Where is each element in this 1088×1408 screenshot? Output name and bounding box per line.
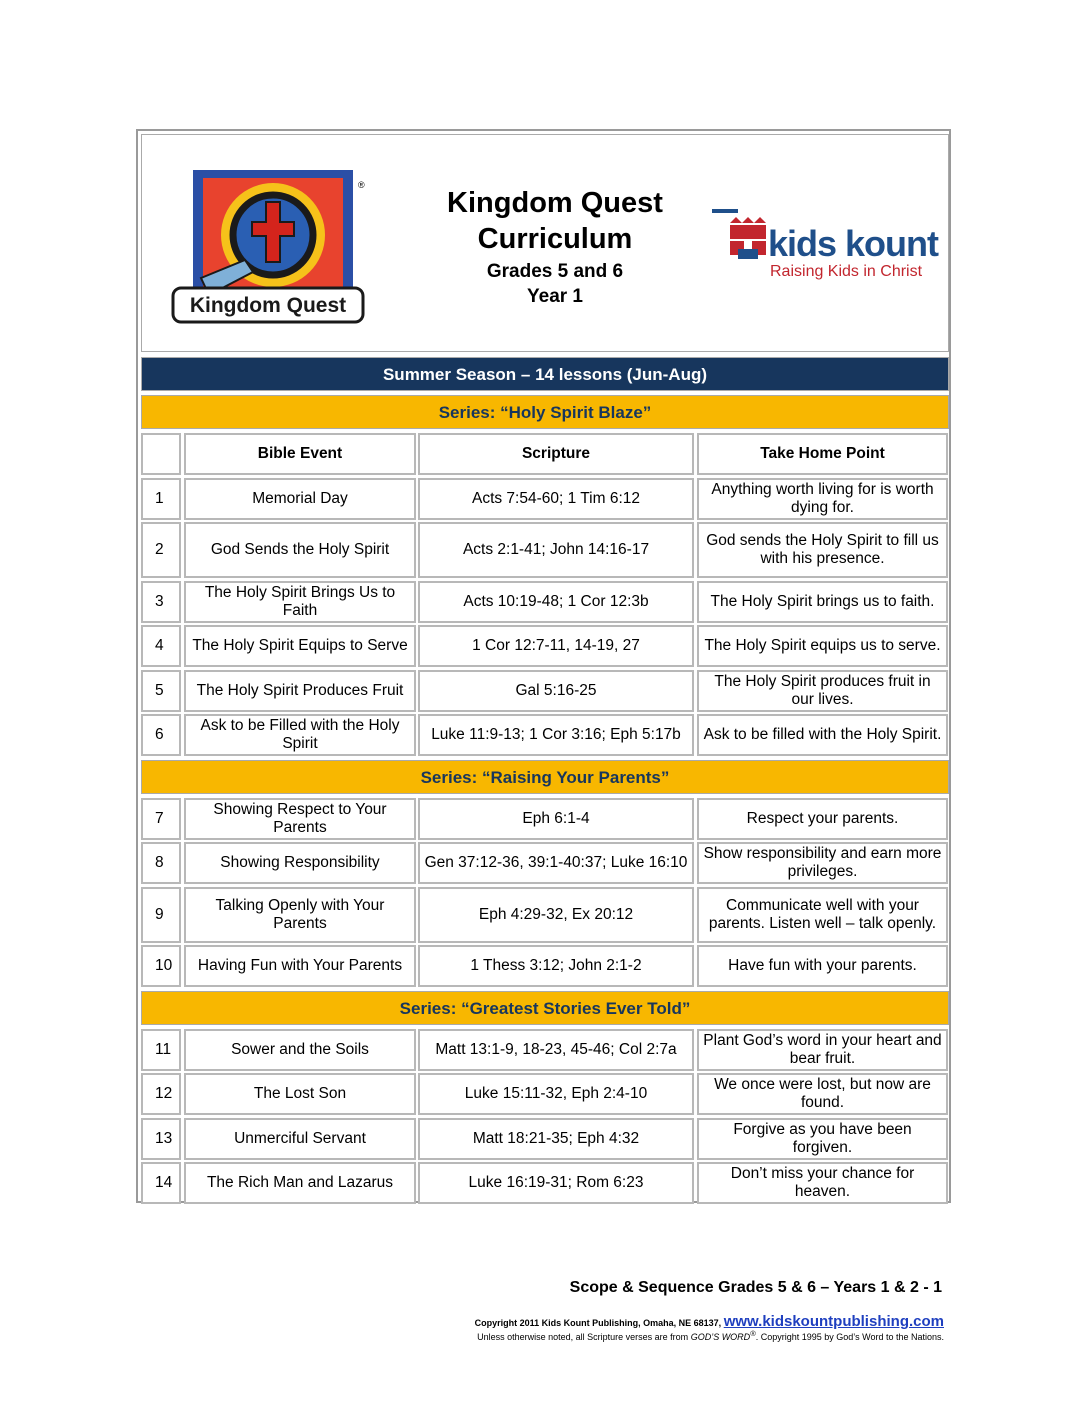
- scripture-cell: Luke 11:9-13; 1 Cor 3:16; Eph 5:17b: [418, 714, 694, 756]
- bible-event-cell: The Holy Spirit Equips to Serve: [184, 625, 416, 667]
- lesson-number: 7: [141, 798, 181, 840]
- bible-event-cell: God Sends the Holy Spirit: [184, 522, 416, 578]
- take-home-point-cell: The Holy Spirit equips us to serve.: [697, 625, 948, 667]
- take-home-point-cell: Respect your parents.: [697, 798, 948, 840]
- lesson-number: 8: [141, 842, 181, 884]
- scripture-cell: Gen 37:12-36, 39:1-40:37; Luke 16:10: [418, 842, 694, 884]
- bible-event-cell: The Holy Spirit Produces Fruit: [184, 670, 416, 712]
- take-home-point-cell: The Holy Spirit produces fruit in our lives.: [697, 670, 948, 712]
- grades-label: Grades 5 and 6: [486, 261, 624, 282]
- kids-kount-name: kids kount: [768, 223, 939, 264]
- lesson-number: 6: [141, 714, 181, 756]
- scripture-cell: Luke 15:11-32, Eph 2:4-10: [418, 1073, 694, 1115]
- scripture-note: Unless otherwise noted, all Scripture verses are from GOD’S WORD®. Copyright 1995 by God’s Word to the Nations.: [477, 1329, 944, 1342]
- scripture-cell: Eph 4:29-32, Ex 20:12: [418, 887, 694, 943]
- bible-event-cell: Showing Responsibility: [184, 842, 416, 884]
- title-line-2: Curriculum: [477, 223, 633, 255]
- lesson-number: 10: [141, 945, 181, 987]
- lesson-number: 9: [141, 887, 181, 943]
- take-home-point-cell: Ask to be filled with the Holy Spirit.: [697, 714, 948, 756]
- copyright-line: [475, 1313, 944, 1330]
- lesson-number: 11: [141, 1029, 181, 1071]
- series-banner: Series: “Holy Spirit Blaze”: [141, 395, 949, 429]
- svg-text:®: ®: [358, 180, 365, 190]
- year-label: Year 1: [527, 286, 583, 307]
- bible-event-cell: Talking Openly with Your Parents: [184, 887, 416, 943]
- scripture-cell: 1 Thess 3:12; John 2:1-2: [418, 945, 694, 987]
- bible-event-cell: Ask to be Filled with the Holy Spirit: [184, 714, 416, 756]
- series-banner: Series: “Raising Your Parents”: [141, 760, 949, 794]
- take-home-point-cell: Anything worth living for is worth dying for.: [697, 478, 948, 520]
- series-banner: Series: “Greatest Stories Ever Told”: [141, 991, 949, 1025]
- column-header: Bible Event: [184, 433, 416, 475]
- scripture-cell: Gal 5:16-25: [418, 670, 694, 712]
- take-home-point-cell: Don’t miss your chance for heaven.: [697, 1162, 948, 1204]
- scripture-note-1: Unless otherwise noted, all Scripture verses are from: [477, 1332, 689, 1342]
- bible-event-cell: The Lost Son: [184, 1073, 416, 1115]
- title-block: [400, 185, 710, 309]
- scripture-cell: Acts 10:19-48; 1 Cor 12:3b: [418, 581, 694, 623]
- bible-event-cell: Showing Respect to Your Parents: [184, 798, 416, 840]
- kq-logo-text: Kingdom Quest: [189, 294, 347, 317]
- title-line-1: Kingdom Quest: [447, 187, 663, 219]
- lesson-number: 4: [141, 625, 181, 667]
- kingdom-quest-logo: [153, 160, 373, 335]
- scripture-note-source: GOD’S WORD: [690, 1332, 751, 1342]
- scope-footer: Scope & Sequence Grades 5 & 6 – Years 1 & 2 - 1: [569, 1279, 942, 1296]
- lesson-number: 5: [141, 670, 181, 712]
- take-home-point-cell: Have fun with your parents.: [697, 945, 948, 987]
- bible-event-cell: Unmerciful Servant: [184, 1118, 416, 1160]
- publisher-link[interactable]: www.kidskountpublishing.com: [723, 1313, 944, 1330]
- take-home-point-cell: Communicate well with your parents. Listen well – talk openly.: [697, 887, 948, 943]
- scripture-cell: Matt 13:1-9, 18-23, 45-46; Col 2:7a: [418, 1029, 694, 1071]
- lesson-number: 13: [141, 1118, 181, 1160]
- lesson-number: 12: [141, 1073, 181, 1115]
- bible-event-cell: Memorial Day: [184, 478, 416, 520]
- header-num-cell: [141, 433, 181, 475]
- take-home-point-cell: Plant God’s word in your heart and bear fruit.: [697, 1029, 948, 1071]
- bible-event-cell: The Rich Man and Lazarus: [184, 1162, 416, 1204]
- take-home-point-cell: We once were lost, but now are found.: [697, 1073, 948, 1115]
- bible-event-cell: The Holy Spirit Brings Us to Faith: [184, 581, 416, 623]
- lesson-number: 2: [141, 522, 181, 578]
- kids-kount-tagline: Raising Kids in Christ: [770, 263, 923, 280]
- column-header: Scripture: [418, 433, 694, 475]
- column-header: Take Home Point: [697, 433, 948, 475]
- scripture-cell: Eph 6:1-4: [418, 798, 694, 840]
- lesson-number: 1: [141, 478, 181, 520]
- bible-event-cell: Having Fun with Your Parents: [184, 945, 416, 987]
- take-home-point-cell: The Holy Spirit brings us to faith.: [697, 581, 948, 623]
- scripture-note-2: . Copyright 1995 by God’s Word to the Nations.: [755, 1332, 944, 1342]
- lesson-number: 3: [141, 581, 181, 623]
- bible-event-cell: Sower and the Soils: [184, 1029, 416, 1071]
- scripture-cell: Matt 18:21-35; Eph 4:32: [418, 1118, 694, 1160]
- copyright-text: Copyright 2011 Kids Kount Publishing, Omaha, NE 68137,: [474, 1318, 722, 1328]
- take-home-point-cell: Forgive as you have been forgiven.: [697, 1118, 948, 1160]
- lesson-number: 14: [141, 1162, 181, 1204]
- take-home-point-cell: Show responsibility and earn more privileges.: [697, 842, 948, 884]
- take-home-point-cell: God sends the Holy Spirit to fill us with his presence.: [697, 522, 948, 578]
- scripture-cell: 1 Cor 12:7-11, 14-19, 27: [418, 625, 694, 667]
- season-banner: Summer Season – 14 lessons (Jun-Aug): [141, 357, 949, 391]
- scripture-cell: Luke 16:19-31; Rom 6:23: [418, 1162, 694, 1204]
- scripture-cell: Acts 2:1-41; John 14:16-17: [418, 522, 694, 578]
- scripture-cell: Acts 7:54-60; 1 Tim 6:12: [418, 478, 694, 520]
